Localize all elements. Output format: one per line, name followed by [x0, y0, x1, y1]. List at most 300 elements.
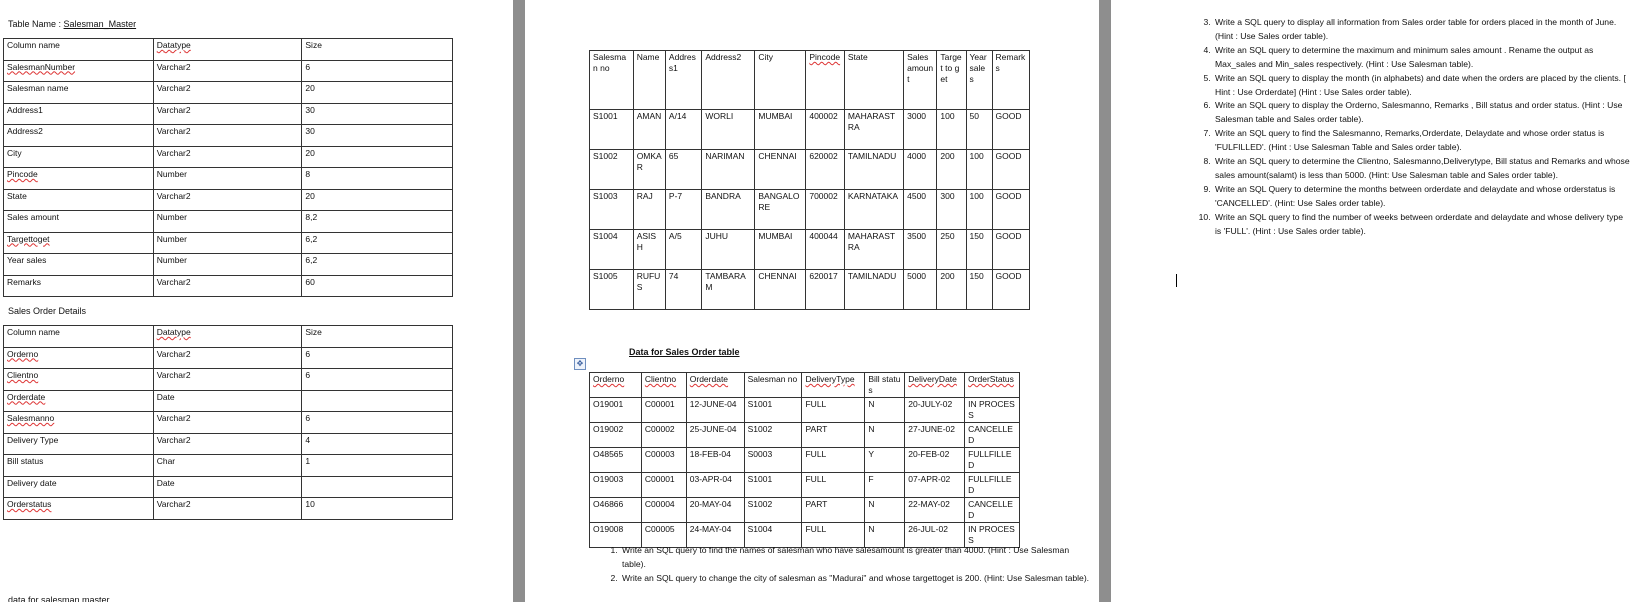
- question-item: 1. Write an SQL query to find the names of salesman who have salesamount is greater than 4000. (Hint : Use Salesman table).: [620, 544, 1090, 572]
- cell-text: 4000: [907, 151, 927, 161]
- question-item: 8. Write an SQL query to determine the Clientno, Salesmanno,Deliverytype, Bill status and Remarks and whose sales amount(salamt) is less than 5000. (Hint: Use Salesman table and Sales order table).: [1213, 155, 1631, 183]
- header-cell: [844, 51, 903, 110]
- text-cursor-icon: [1176, 274, 1177, 287]
- cell-text: N: [868, 499, 875, 509]
- table-cell: [302, 103, 453, 125]
- schema-row: [4, 103, 453, 125]
- question-item: 6. Write an SQL query to display the Orderno, Salesmanno, Remarks , Bill status and order status. (Hint : Use Salesman table and Sales order table).: [1213, 99, 1631, 127]
- cell-text: Bill status: [868, 374, 901, 395]
- table-cell: [590, 448, 642, 473]
- table-cell: [904, 190, 937, 230]
- schema-row: [4, 254, 453, 276]
- cell-text: S1004: [593, 231, 618, 241]
- cell-text: 30: [305, 126, 315, 136]
- table-cell: [633, 230, 665, 270]
- cell-text: CHENNAI: [758, 271, 797, 281]
- table-cell: [641, 423, 686, 448]
- schema-row: [4, 412, 453, 434]
- table-cell: [153, 369, 302, 391]
- table-cell: [802, 398, 865, 423]
- table-cell: [844, 110, 903, 150]
- questions-list-1: [598, 544, 1090, 586]
- cell-text: GOOD: [995, 271, 1022, 281]
- cell-text: TAMILNADU: [847, 271, 897, 281]
- cell-text: O48565: [593, 449, 624, 459]
- cell-text: C00001: [644, 474, 675, 484]
- table-cell: [4, 455, 154, 477]
- salesman-row: [590, 270, 1030, 310]
- table-cell: [744, 498, 802, 523]
- cell-text: DeliveryType: [805, 374, 855, 384]
- cell-text: S1003: [593, 191, 618, 201]
- table-cell: [4, 189, 154, 211]
- cell-text: S1005: [593, 271, 618, 281]
- table-cell: [302, 60, 453, 82]
- cell-text: 5000: [907, 271, 927, 281]
- schema-row: [4, 211, 453, 233]
- table-cell: [153, 254, 302, 276]
- cell-text: CANCELLED: [968, 499, 1013, 520]
- move-anchor-icon[interactable]: ✥: [574, 358, 586, 370]
- table-cell: [302, 82, 453, 104]
- cell-text: 26-JUL-02: [908, 524, 948, 534]
- cell-text: GOOD: [995, 191, 1022, 201]
- table-cell: [590, 423, 642, 448]
- cell-text: Varchar2: [156, 83, 191, 93]
- cell-text: 4500: [907, 191, 927, 201]
- table-cell: [153, 60, 302, 82]
- table-cell: [153, 82, 302, 104]
- table-cell: [4, 82, 154, 104]
- cell-text: OrderStatus: [968, 374, 1014, 384]
- table-cell: [702, 150, 755, 190]
- table-cell: [905, 473, 965, 498]
- cell-text: A/5: [668, 231, 682, 241]
- table-cell: [590, 230, 634, 270]
- table-cell: [633, 110, 665, 150]
- cell-text: 25-JUNE-04: [689, 424, 737, 434]
- cell-text: Varchar2: [156, 370, 191, 380]
- cell-text: Year sales: [969, 52, 987, 84]
- cell-text: Orderno: [593, 374, 625, 384]
- header-cell: [702, 51, 755, 110]
- cell-text: O46866: [593, 499, 624, 509]
- cell-text: 20: [305, 83, 315, 93]
- schema-row: [4, 232, 453, 254]
- table-cell: [590, 398, 642, 423]
- table-cell: [4, 347, 154, 369]
- cell-text: BANDRA: [705, 191, 741, 201]
- table-cell: [153, 146, 302, 168]
- table-cell: [865, 473, 905, 498]
- table-cell: [865, 423, 905, 448]
- header-cell: [806, 51, 844, 110]
- table-cell: [905, 498, 965, 523]
- cell-text: Number: [156, 233, 187, 244]
- table-cell: [4, 275, 154, 297]
- cell-text: FULLFILLED: [968, 449, 1012, 470]
- cell-text: C00005: [644, 524, 675, 534]
- salesman-row: [590, 230, 1030, 270]
- header-cell: [665, 51, 701, 110]
- cell-text: Size: [305, 40, 322, 50]
- cell-text: 6: [305, 61, 311, 72]
- table-cell: [153, 412, 302, 434]
- header-cell: [153, 39, 302, 61]
- table-cell: [4, 125, 154, 147]
- cell-text: Varchar2: [156, 147, 191, 158]
- table-cell: [937, 150, 966, 190]
- table-cell: [686, 448, 744, 473]
- table-cell: [4, 476, 154, 498]
- table-cell: [633, 150, 665, 190]
- table-name-heading: Table Name : Salesman_Master: [8, 19, 137, 29]
- cell-text: GOOD: [995, 231, 1022, 241]
- table-cell: [302, 189, 453, 211]
- table-cell: [702, 190, 755, 230]
- table-cell: [665, 110, 701, 150]
- cell-text: S0003: [747, 449, 773, 459]
- cell-text: 20: [305, 147, 315, 158]
- table-cell: [665, 270, 701, 310]
- cell-text: Remarks: [995, 52, 1026, 73]
- table-header-row: [590, 51, 1030, 110]
- sales-order-data-table: [589, 372, 1020, 548]
- schema-row: [4, 60, 453, 82]
- table-cell: [905, 398, 965, 423]
- cell-text: PART: [805, 424, 828, 434]
- cell-text: PART: [805, 499, 828, 509]
- cell-text: 200: [940, 271, 955, 281]
- cell-text: 400002: [809, 111, 838, 121]
- table-cell: [641, 473, 686, 498]
- header-cell: [4, 39, 154, 61]
- cell-text: 22-MAY-02: [908, 499, 950, 509]
- table-cell: [844, 230, 903, 270]
- cell-text: 150: [969, 271, 984, 281]
- table-cell: [755, 230, 806, 270]
- header-cell: [641, 373, 686, 398]
- schema-row: [4, 476, 453, 498]
- schema-row: [4, 455, 453, 477]
- table-cell: [806, 230, 844, 270]
- cell-text: 60: [305, 276, 315, 287]
- cell-text: TAMILNADU: [847, 151, 897, 161]
- table-cell: [590, 150, 634, 190]
- cell-text: MAHARASTRA: [847, 231, 896, 252]
- cell-text: CANCELLED: [968, 424, 1013, 445]
- table-cell: [965, 398, 1020, 423]
- cell-text: 20-JULY-02: [908, 399, 953, 409]
- cell-text: JUHU: [705, 231, 728, 241]
- table-cell: [4, 60, 154, 82]
- cell-text: 1: [305, 456, 311, 466]
- salesman-data-table: [589, 50, 1030, 310]
- header-cell: [966, 51, 992, 110]
- table-cell: [302, 125, 453, 147]
- cell-text: Varchar2: [156, 61, 191, 72]
- table-cell: [153, 275, 302, 297]
- cell-text: C00001: [644, 399, 675, 409]
- table-cell: [153, 232, 302, 254]
- table-cell: [965, 423, 1020, 448]
- cell-text: S1001: [747, 399, 773, 409]
- table-cell: [4, 168, 154, 190]
- table-cell: [4, 103, 154, 125]
- cell-text: FULL: [805, 524, 827, 534]
- question-item: 10. Write an SQL query to find the number of weeks between orderdate and delaydate and whose delivery type is 'FULL'. (Hint : Use Sales order table).: [1213, 211, 1631, 239]
- cell-text: 4: [305, 434, 311, 445]
- header-cell: [865, 373, 905, 398]
- table-cell: [992, 230, 1029, 270]
- cell-text: N: [868, 399, 875, 409]
- cell-text: Varchar2: [156, 276, 191, 287]
- table-cell: [665, 190, 701, 230]
- table-cell: [904, 110, 937, 150]
- header-cell: [4, 326, 154, 348]
- table-cell: [153, 455, 302, 477]
- cell-text: S1001: [747, 474, 773, 484]
- table-cell: [904, 230, 937, 270]
- table-cell: [802, 498, 865, 523]
- cell-text: Target to get: [940, 52, 962, 84]
- cell-text: Size: [305, 327, 322, 337]
- table-cell: [965, 498, 1020, 523]
- cell-text: Address1: [7, 104, 43, 115]
- cell-text: C00002: [644, 424, 675, 434]
- cell-text: Varchar2: [156, 499, 191, 509]
- cell-text: A/14: [668, 111, 687, 121]
- cell-text: 27-JUNE-02: [908, 424, 956, 434]
- table-cell: [806, 190, 844, 230]
- header-cell: [755, 51, 806, 110]
- cell-text: Salesman no: [747, 374, 798, 384]
- cell-text: Salesman name: [7, 83, 69, 93]
- cell-text: 100: [940, 111, 955, 121]
- table-cell: [153, 390, 302, 412]
- cell-text: 03-APR-04: [689, 474, 732, 484]
- cell-text: RUFUS: [636, 271, 661, 292]
- cell-text: FULL: [805, 474, 827, 484]
- table-cell: [865, 398, 905, 423]
- table-cell: [302, 275, 453, 297]
- table-cell: [806, 110, 844, 150]
- table-cell: [153, 125, 302, 147]
- table-cell: [937, 190, 966, 230]
- cell-text: Column name: [7, 327, 60, 337]
- table-cell: [4, 498, 154, 520]
- table-cell: [153, 189, 302, 211]
- question-item: 7. Write an SQL query to find the Salesmanno, Remarks,Orderdate, Delaydate and whose order status is 'FULFILLED'. (Hint : Use Salesman Table and Sales order table).: [1213, 127, 1631, 155]
- schema-row: [4, 390, 453, 412]
- cell-text: F: [868, 474, 874, 484]
- cell-text: 24-MAY-04: [689, 524, 732, 534]
- table-cell: [302, 455, 453, 477]
- cell-text: 10: [305, 499, 315, 509]
- cell-text: Varchar2: [156, 190, 191, 201]
- table-cell: [4, 254, 154, 276]
- cell-text: 150: [969, 231, 984, 241]
- table-cell: [4, 433, 154, 455]
- table-cell: [590, 110, 634, 150]
- cell-text: O19001: [593, 399, 624, 409]
- cell-text: Date: [156, 477, 175, 488]
- table-cell: [302, 211, 453, 233]
- table-cell: [302, 433, 453, 455]
- table-cell: [702, 110, 755, 150]
- cell-text: 100: [969, 191, 984, 201]
- cell-text: Sales amount: [907, 52, 934, 84]
- table-cell: [302, 369, 453, 391]
- cell-text: 100: [969, 151, 984, 161]
- cell-text: S1002: [593, 151, 618, 161]
- cell-text: 400044: [809, 231, 838, 241]
- cell-text: State: [847, 52, 868, 62]
- cell-text: 6,2: [305, 255, 318, 265]
- table-cell: [4, 232, 154, 254]
- cell-text: 6,2: [305, 233, 318, 244]
- table-cell: [641, 498, 686, 523]
- table-cell: [702, 270, 755, 310]
- table-cell: [153, 433, 302, 455]
- question-item: 2. Write an SQL query to change the city of salesman as "Madurai" and whose targettoget is 200. (Hint: Use Salesman table).: [620, 572, 1090, 586]
- cell-text: Varchar2: [156, 126, 191, 136]
- header-cell: [686, 373, 744, 398]
- header-cell: [153, 326, 302, 348]
- sales-order-row: [590, 498, 1020, 523]
- table-cell: [686, 473, 744, 498]
- schema-row: [4, 275, 453, 297]
- salesman-master-schema-table: [3, 38, 453, 297]
- cell-text: 20-MAY-04: [689, 499, 732, 509]
- cell-text: C00004: [644, 499, 675, 509]
- questions-list-2: [1191, 16, 1631, 239]
- cell-text: Name: [636, 52, 660, 62]
- table-cell: [966, 110, 992, 150]
- cell-text: S1002: [747, 424, 773, 434]
- table-cell: [4, 146, 154, 168]
- cell-text: Year sales: [7, 255, 47, 265]
- header-cell: [905, 373, 965, 398]
- cell-text: Delivery date: [7, 477, 57, 488]
- cell-text: Targettoget: [7, 233, 50, 244]
- cell-text: City: [7, 147, 22, 158]
- salesman-row: [590, 190, 1030, 230]
- table-cell: [744, 473, 802, 498]
- table-cell: [153, 103, 302, 125]
- cell-text: Char: [156, 456, 176, 466]
- cell-text: SalesmanNumber: [7, 61, 76, 72]
- header-cell: [965, 373, 1020, 398]
- table-cell: [686, 498, 744, 523]
- table-cell: [633, 270, 665, 310]
- cell-text: Orderstatus: [7, 499, 52, 509]
- schema-row: [4, 433, 453, 455]
- table-cell: [755, 150, 806, 190]
- table-cell: [302, 232, 453, 254]
- table-cell: [153, 168, 302, 190]
- table-cell: [590, 473, 642, 498]
- table-cell: [755, 190, 806, 230]
- table-cell: [844, 190, 903, 230]
- cell-text: BANGALORE: [758, 191, 800, 212]
- schema-row: [4, 347, 453, 369]
- table-cell: [302, 168, 453, 190]
- cell-text: 74: [668, 271, 679, 281]
- cell-text: C00003: [644, 449, 675, 459]
- table-cell: [590, 190, 634, 230]
- table-cell: [633, 190, 665, 230]
- table-cell: [744, 448, 802, 473]
- schema-row: [4, 369, 453, 391]
- schema-row: [4, 82, 453, 104]
- table-cell: [905, 448, 965, 473]
- table-header-row: [4, 39, 453, 61]
- header-cell: [590, 373, 642, 398]
- table-cell: [702, 230, 755, 270]
- table-cell: [302, 390, 453, 412]
- sales-order-row: [590, 398, 1020, 423]
- cell-text: 8,2: [305, 212, 318, 222]
- document-page-1: [0, 0, 513, 602]
- cell-text: GOOD: [995, 151, 1022, 161]
- header-cell: [744, 373, 802, 398]
- header-cell: [937, 51, 966, 110]
- table-cell: [302, 146, 453, 168]
- cell-text: Clientno: [644, 374, 677, 384]
- cell-text: Datatype: [156, 327, 191, 337]
- schema-row: [4, 498, 453, 520]
- cell-text: 6: [305, 348, 311, 359]
- cell-text: FULL: [805, 399, 827, 409]
- sales-order-data-title: Data for Sales Order table: [629, 347, 740, 357]
- cell-text: MUMBAI: [758, 111, 793, 121]
- cell-text: 65: [668, 151, 679, 161]
- cell-text: 700002: [809, 191, 838, 201]
- question-item: 4. Write an SQL query to determine the maximum and minimum sales amount . Rename the output as Max_sales and Min_sales respectively. (Hint : Use Salesman table).: [1213, 44, 1631, 72]
- table-cell: [965, 473, 1020, 498]
- cell-text: NARIMAN: [705, 151, 745, 161]
- document-page-2: [525, 0, 1099, 602]
- question-item: 5. Write an SQL query to display the month (in alphabets) and date when the orders are placed by the clients. [ Hint : Use Orderdate] (Hint : Use Sales order table).: [1213, 72, 1631, 100]
- cell-text: 620017: [809, 271, 838, 281]
- salesman-row: [590, 150, 1030, 190]
- table-cell: [904, 270, 937, 310]
- cell-text: ASISH: [636, 231, 657, 252]
- question-item: 3. Write a SQL query to display all information from Sales order table for orders placed in the month of June. (Hint : Use Sales order table).: [1213, 16, 1631, 44]
- cell-text: O19008: [593, 524, 624, 534]
- table-cell: [302, 476, 453, 498]
- table-cell: [905, 423, 965, 448]
- cell-text: TAMBARAM: [705, 271, 746, 292]
- table-cell: [992, 270, 1029, 310]
- cell-text: MAHARASTRA: [847, 111, 896, 132]
- cell-text: KARNATAKA: [847, 191, 899, 201]
- table-cell: [153, 476, 302, 498]
- table-cell: [744, 398, 802, 423]
- cell-text: CHENNAI: [758, 151, 797, 161]
- cell-text: Address1: [668, 52, 696, 73]
- table-cell: [302, 498, 453, 520]
- cell-text: RAJ: [636, 191, 653, 201]
- table-cell: [4, 211, 154, 233]
- question-item: 9. Write an SQL Query to determine the months between orderdate and delaydate and whose orderstatus is 'CANCELLED'. (Hint: Use Sales order table).: [1213, 183, 1631, 211]
- cell-text: FULL: [805, 449, 827, 459]
- table-cell: [844, 150, 903, 190]
- table-cell: [153, 347, 302, 369]
- footer-text: data for salesman master: [8, 595, 110, 602]
- cell-text: FULLFILLED: [968, 474, 1012, 495]
